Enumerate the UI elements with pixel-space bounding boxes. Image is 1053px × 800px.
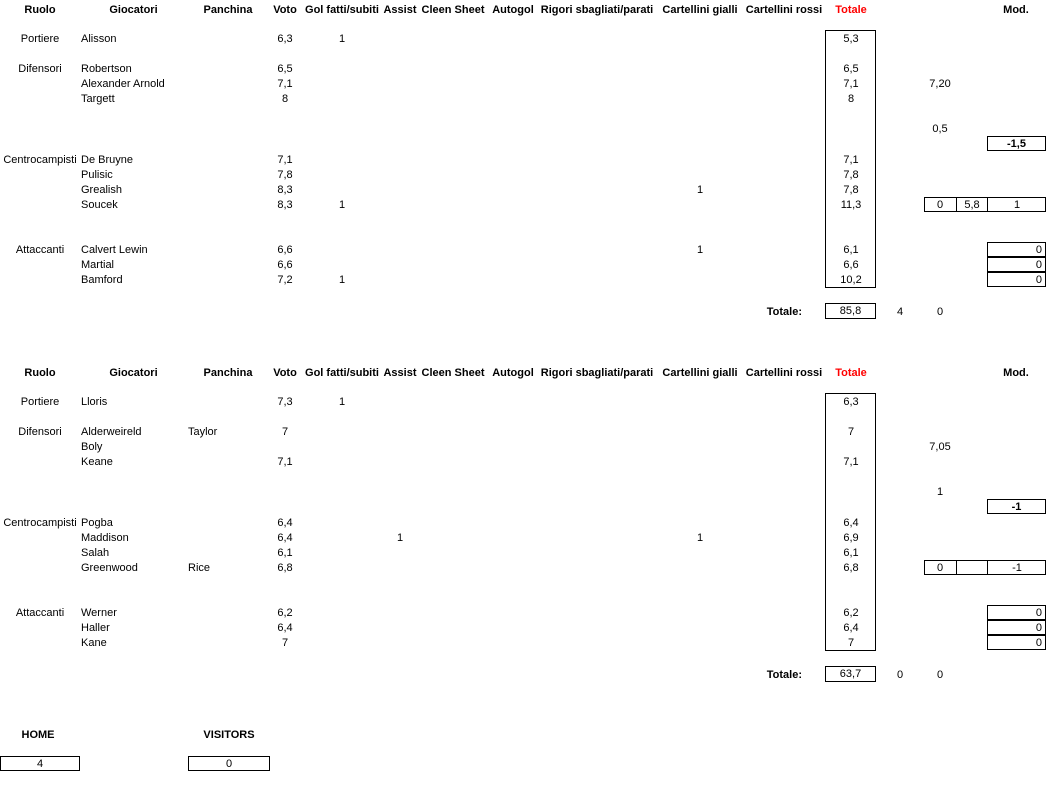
mod-attack-value: 0: [1035, 274, 1042, 286]
header-assist: Assist: [383, 367, 417, 379]
voto-value: 6,3: [277, 33, 293, 45]
header-cartellini-gialli: Cartellini gialli: [662, 4, 738, 16]
assist-value: [382, 455, 418, 469]
gol-value: [304, 606, 380, 620]
totale-value: 8: [847, 93, 855, 105]
cartellini-gialli-value: [660, 440, 740, 454]
goals-conceded: 0: [936, 306, 944, 318]
gol-value: [304, 516, 380, 530]
voto-value: 7: [281, 426, 289, 438]
mod-midfield-c: -1: [1012, 562, 1022, 574]
assist-value: [382, 77, 418, 91]
header-voto: Voto: [273, 4, 297, 16]
role-portiere: Portiere: [20, 396, 60, 408]
header-cartellini-gialli: Cartellini gialli: [662, 367, 738, 379]
cartellini-gialli-value: [660, 636, 740, 650]
player-name: Targett: [81, 93, 115, 105]
header-clean-sheet: Cleen Sheet: [421, 4, 485, 16]
gol-value: [304, 561, 380, 575]
header-rigori: Rigori sbagliati/parati: [540, 367, 654, 379]
player-name: Keane: [81, 456, 113, 468]
gol-value: [304, 546, 380, 560]
modifier-value: 0,5: [932, 123, 948, 135]
voto-value: 7,3: [277, 396, 293, 408]
totale-value: 6,8: [843, 562, 859, 574]
totale-value: 7,1: [843, 78, 859, 90]
assist-value: [382, 546, 418, 560]
mod-attack-value: 0: [1035, 259, 1042, 271]
totale-value: 11,3: [840, 199, 862, 211]
home-label: HOME: [21, 729, 55, 741]
header-autogol: Autogol: [492, 367, 534, 379]
player-name: Grealish: [81, 184, 122, 196]
visitors-label: VISITORS: [203, 729, 255, 741]
assist-value: [382, 273, 418, 287]
totale-value: 6,3: [843, 396, 859, 408]
player-name: De Bruyne: [81, 154, 133, 166]
assist-value: [382, 440, 418, 454]
gol-value: 1: [338, 396, 346, 408]
totale-value: 6,2: [843, 607, 859, 619]
assist-value: [382, 516, 418, 530]
voto-value: 7: [281, 637, 289, 649]
totale-value: 6,5: [843, 63, 859, 75]
assist-value: [382, 395, 418, 409]
voto-value: 8,3: [277, 199, 293, 211]
cartellini-gialli-value: 1: [696, 184, 704, 196]
role-centrocampisti: Centrocampisti: [3, 154, 77, 166]
mod-midfield-b: 5,8: [964, 199, 980, 211]
voto-value: 7,1: [277, 456, 293, 468]
gol-value: 1: [338, 199, 346, 211]
player-name: Alexander Arnold: [81, 78, 165, 90]
gol-value: [304, 168, 380, 182]
header-autogol: Autogol: [492, 4, 534, 16]
totale-value: 7: [847, 637, 855, 649]
player-name: Robertson: [81, 63, 132, 75]
totale-value: 7,1: [843, 456, 859, 468]
grand-total-value: 85,8: [839, 305, 862, 317]
mod-midfield-a: 0: [936, 562, 944, 574]
player-name: Greenwood: [81, 562, 138, 574]
totale-value: 10,2: [840, 274, 862, 286]
player-name: Bamford: [81, 274, 123, 286]
assist-value: [382, 606, 418, 620]
player-name: Werner: [81, 607, 117, 619]
cartellini-gialli-value: [660, 546, 740, 560]
voto-value: 6,4: [277, 517, 293, 529]
voto-value: 6,1: [277, 547, 293, 559]
total-label: Totale:: [766, 306, 802, 318]
totale-value: 7,8: [843, 184, 859, 196]
cartellini-gialli-value: [660, 198, 740, 212]
cartellini-gialli-value: [660, 621, 740, 635]
totale-value: 6,1: [843, 244, 859, 256]
cartellini-gialli-value: [660, 455, 740, 469]
mod-defense-value: -1: [1011, 501, 1022, 513]
header-gol: Gol fatti/subiti: [305, 367, 379, 379]
header-voto: Voto: [273, 367, 297, 379]
player-name: Alderweireld: [81, 426, 142, 438]
totale-value: 5,3: [843, 33, 859, 45]
gol-value: [304, 153, 380, 167]
player-name: Pulisic: [81, 169, 113, 181]
header-cartellini-rossi: Cartellini rossi: [745, 367, 823, 379]
role-centrocampisti: Centrocampisti: [3, 517, 77, 529]
totale-value: 6,6: [843, 259, 859, 271]
gol-value: [304, 77, 380, 91]
player-name: Alisson: [81, 33, 117, 45]
goals-scored: 4: [896, 306, 904, 318]
player-name: Boly: [81, 441, 103, 453]
mod-defense-value: -1,5: [1007, 138, 1026, 150]
player-name: Salah: [81, 547, 110, 559]
assist-value: [382, 561, 418, 575]
player-name: Kane: [81, 637, 107, 649]
assist-value: [382, 243, 418, 257]
voto-value: 6,5: [277, 63, 293, 75]
header-panchina: Panchina: [203, 4, 253, 16]
voto-value: 6,6: [277, 244, 293, 256]
player-name: Martial: [81, 259, 115, 271]
gol-value: [304, 455, 380, 469]
total-label: Totale:: [766, 669, 802, 681]
modifier-value: 1: [936, 486, 944, 498]
voto-value: 6,2: [277, 607, 293, 619]
header-rigori: Rigori sbagliati/parati: [540, 4, 654, 16]
cartellini-gialli-value: [660, 62, 740, 76]
assist-value: [382, 621, 418, 635]
totale-value: 7: [847, 426, 855, 438]
assist-value: [382, 183, 418, 197]
mod-midfield-b: [956, 561, 988, 575]
bench-player: Taylor: [188, 426, 218, 438]
assist-value: [382, 153, 418, 167]
header-ruolo: Ruolo: [24, 4, 56, 16]
gol-value: [304, 440, 380, 454]
assist-value: [382, 168, 418, 182]
voto-value: 7,1: [277, 154, 293, 166]
role-attaccanti: Attaccanti: [15, 244, 65, 256]
voto-value: 6,8: [277, 562, 293, 574]
voto-value: 6,4: [277, 532, 293, 544]
cartellini-gialli-value: [660, 273, 740, 287]
header-giocatori: Giocatori: [109, 4, 158, 16]
gol-value: [304, 621, 380, 635]
player-name: Maddison: [81, 532, 129, 544]
gol-value: [304, 425, 380, 439]
voto-value: [268, 440, 302, 454]
header-panchina: Panchina: [203, 367, 253, 379]
goals-scored: 0: [896, 669, 904, 681]
voto-value: 6,4: [277, 622, 293, 634]
mod-attack-value: 0: [1035, 622, 1042, 634]
mod-attack-value: 0: [1035, 244, 1042, 256]
assist-value: [382, 92, 418, 106]
voto-value: 7,1: [277, 78, 293, 90]
cartellini-gialli-value: [660, 606, 740, 620]
cartellini-gialli-value: [660, 425, 740, 439]
defense-average: 7,20: [929, 78, 951, 90]
gol-value: [304, 62, 380, 76]
totale-value: 7,8: [843, 169, 859, 181]
gol-value: 1: [338, 274, 346, 286]
gol-value: [304, 258, 380, 272]
header-cartellini-rossi: Cartellini rossi: [745, 4, 823, 16]
assist-value: [382, 198, 418, 212]
header-totale: Totale: [835, 4, 867, 16]
totale-value: 6,9: [843, 532, 859, 544]
mod-attack-value: 0: [1035, 637, 1042, 649]
role-difensori: Difensori: [18, 426, 62, 438]
gol-value: [304, 92, 380, 106]
cartellini-gialli-value: 1: [696, 244, 704, 256]
cartellini-gialli-value: [660, 516, 740, 530]
gol-value: [304, 531, 380, 545]
assist-value: 1: [396, 532, 404, 544]
assist-value: [382, 62, 418, 76]
gol-value: [304, 183, 380, 197]
header-totale: Totale: [835, 367, 867, 379]
assist-value: [382, 32, 418, 46]
player-name: Calvert Lewin: [81, 244, 148, 256]
totale-value: [826, 440, 876, 454]
cartellini-gialli-value: [660, 561, 740, 575]
gol-value: 1: [338, 33, 346, 45]
voto-value: 8: [281, 93, 289, 105]
totale-value: 7,1: [843, 154, 859, 166]
assist-value: [382, 425, 418, 439]
cartellini-gialli-value: [660, 92, 740, 106]
defense-average: 7,05: [929, 441, 951, 453]
cartellini-gialli-value: [660, 258, 740, 272]
mod-midfield-a: 0: [936, 199, 944, 211]
header-giocatori: Giocatori: [109, 367, 158, 379]
voto-value: 7,8: [277, 169, 293, 181]
voto-value: 6,6: [277, 259, 293, 271]
voto-value: 7,2: [277, 274, 293, 286]
player-name: Haller: [81, 622, 110, 634]
cartellini-gialli-value: [660, 395, 740, 409]
header-mod: Mod.: [1003, 4, 1029, 16]
cartellini-gialli-value: [660, 153, 740, 167]
header-ruolo: Ruolo: [24, 367, 56, 379]
cartellini-gialli-value: 1: [696, 532, 704, 544]
mod-attack-value: 0: [1035, 607, 1042, 619]
cartellini-gialli-value: [660, 77, 740, 91]
header-assist: Assist: [383, 4, 417, 16]
totale-value: 6,1: [843, 547, 859, 559]
role-portiere: Portiere: [20, 33, 60, 45]
header-clean-sheet: Cleen Sheet: [421, 367, 485, 379]
role-difensori: Difensori: [18, 63, 62, 75]
gol-value: [304, 243, 380, 257]
totale-value: 6,4: [843, 517, 859, 529]
assist-value: [382, 258, 418, 272]
header-gol: Gol fatti/subiti: [305, 4, 379, 16]
home-score: 4: [36, 758, 44, 770]
assist-value: [382, 636, 418, 650]
header-mod: Mod.: [1003, 367, 1029, 379]
bench-player: Rice: [188, 562, 211, 574]
totale-value: 6,4: [843, 622, 859, 634]
goals-conceded: 0: [936, 669, 944, 681]
mod-midfield-c: 1: [1013, 199, 1021, 211]
cartellini-gialli-value: [660, 32, 740, 46]
player-name: Pogba: [81, 517, 113, 529]
gol-value: [304, 636, 380, 650]
voto-value: 8,3: [277, 184, 293, 196]
role-attaccanti: Attaccanti: [15, 607, 65, 619]
player-name: Lloris: [81, 396, 108, 408]
player-name: Soucek: [81, 199, 118, 211]
visitors-score: 0: [225, 758, 233, 770]
grand-total-value: 63,7: [839, 668, 862, 680]
cartellini-gialli-value: [660, 168, 740, 182]
